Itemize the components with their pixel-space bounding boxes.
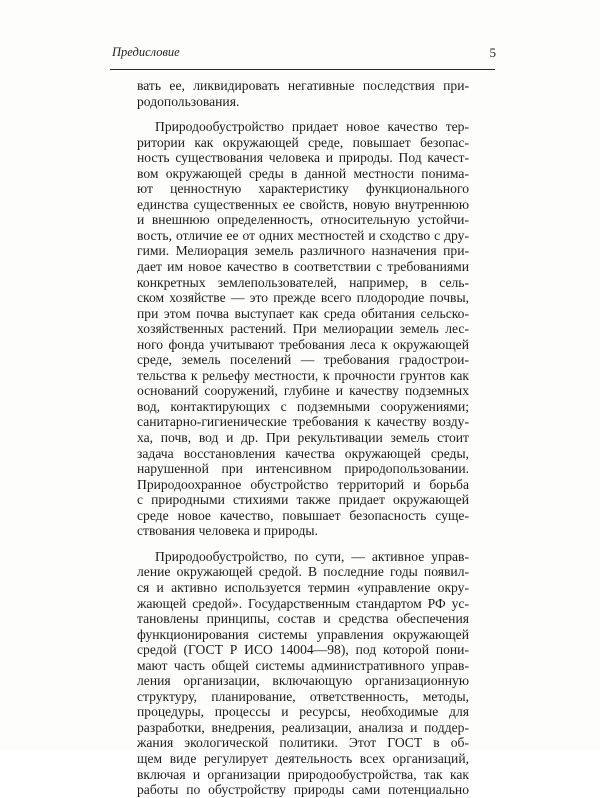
text-line: при этом почва выступает как среда обитания сельско- [137,305,469,321]
text-line: структуру, планирование, ответственность, методы, [137,688,469,704]
text-line: среде новое качество, повышает безопасность суще- [137,507,469,523]
text-line: дает им новое качество в соответствии с требованиями [137,259,469,275]
text-line: единства существенных ее свойств, новую внутреннюю [137,196,469,212]
text-line: ха, почв, вод и др. При рекультивации земель стоит [137,430,469,446]
paragraph-gap [137,539,469,549]
text-line: и внешнюю определенность, относительную устойчи- [137,212,469,228]
page-number: 5 [489,45,496,60]
text-line: ного фонда учитывают требования леса к окружающей [137,336,469,352]
text-line: ность существования человека и природы. Под качест- [137,150,469,166]
running-head [112,45,496,67]
paragraph [137,119,469,539]
text-line: Природообустройство, по сути, — активное управ- [155,548,469,564]
text-line: ствования человека и природы. [137,523,318,539]
text-line: тановлены принципы, состав и средства обеспечения [137,611,469,627]
text-line: ском хозяйстве — это прежде всего плодородие почвы, [137,290,469,306]
paragraph [137,78,469,109]
text-line: мают часть общей системы административного управ- [137,657,469,673]
text-line: гими. Мелиорация земель различного назначения при- [137,243,469,259]
text-line: вом окружающей среды в данной местности понима- [137,165,469,181]
text-line: Природоохранное обустройство территорий и борьба [137,476,469,492]
text-line: тельства к рельефу местности, к прочности грунтов как [137,367,469,383]
text-line: функционирования системы управления окружающей [137,626,469,642]
text-line: вать ее, ликвидировать негативные последствия при- [137,78,469,93]
text-line: разработки, внедрения, реализации, анализа и поддер- [137,719,469,735]
text-line: нарушенной при интенсивном природопользовании. [137,461,469,477]
text-line: жания экологической политики. Этот ГОСТ в об- [137,735,469,751]
body-text [137,78,469,798]
running-head-title: Предисловие [112,45,180,59]
text-line: задача восстановления качества окружающей среды, [137,445,469,461]
text-line: включая и организации природообустройства, так как [137,766,469,782]
header-rule [110,69,495,70]
text-line: щем виде регулирует деятельность всех организаций, [137,750,469,766]
text-line: вод, контактирующих с подземными сооружениями; [137,398,469,414]
text-line: конкретных землепользователей, например, в сель- [137,274,469,290]
text-line: ление окружающей средой. В последние годы появил- [137,564,469,580]
text-line: санитарно-гигиенические требования к качеству возду- [137,414,469,430]
text-line: работы по обустройству природы сами потенциально [137,782,469,798]
text-line: ют ценностную характеристику функционального [137,181,469,197]
text-line: жающей средой». Государственным стандартом РФ ус- [137,595,469,611]
text-line: ления организации, включающую организационную [137,673,469,689]
text-line: Природообустройство придает новое качество тер- [155,119,469,135]
text-line: оснований сооружений, глубине и качеству подземных [137,383,469,399]
text-line: среде, земель поселений — требования градострои- [137,352,469,368]
paragraph [137,549,469,798]
text-line: ритории как окружающей среде, повышает безопас- [137,134,469,150]
text-line: средой (ГОСТ Р ИСО 14004—98), под которой пони- [137,642,469,658]
text-line: родопользования. [137,93,240,109]
text-line: с природными стихиями также придает окружающей [137,492,469,508]
text-line: процедуры, процессы и ресурсы, необходимые для [137,704,469,720]
text-line: ся и активно используется термин «управление окру- [137,579,469,595]
text-line: вость, отличие ее от одних местностей и сходство с дру- [137,227,469,243]
text-line: хозяйственных растений. При мелиорации земель лес- [137,321,469,337]
paragraph-gap [137,109,469,119]
